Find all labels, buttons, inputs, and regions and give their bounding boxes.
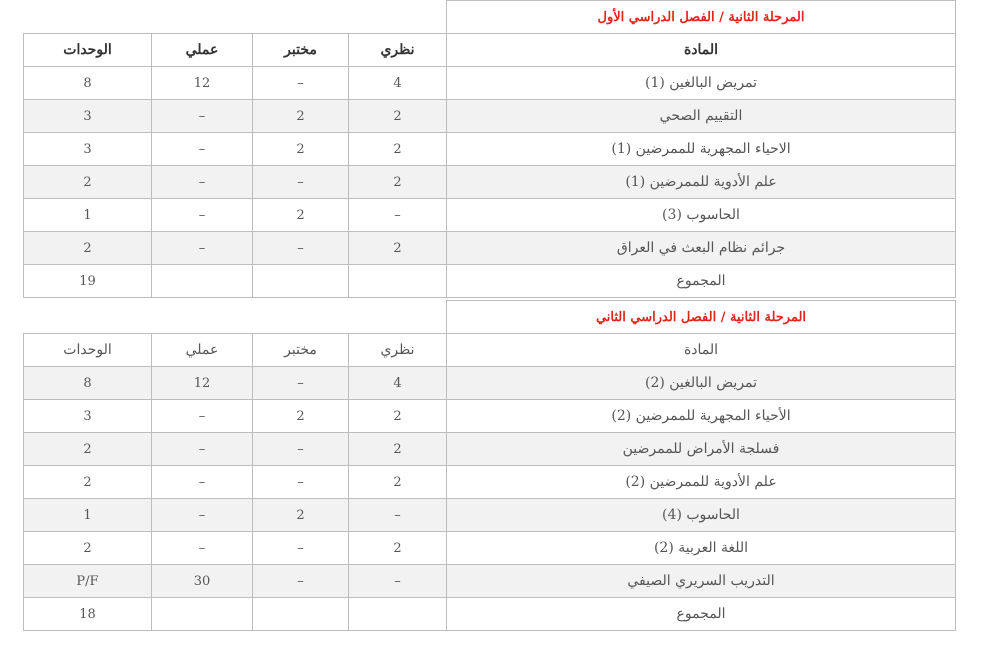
- semester-2-title: المرحلة الثانية / الفصل الدراسي الثاني: [447, 301, 956, 334]
- lab-cell: –: [253, 433, 349, 466]
- table-row: [24, 67, 956, 100]
- practical-cell: –: [152, 199, 253, 232]
- units-cell: 1: [24, 499, 152, 532]
- subject-cell: تمريض البالغين (2): [447, 367, 956, 400]
- units-cell: 2: [24, 166, 152, 199]
- units-cell: P/F: [24, 565, 152, 598]
- practical-cell: 30: [152, 565, 253, 598]
- practical-cell: –: [152, 466, 253, 499]
- theory-cell: 2: [349, 133, 447, 166]
- practical-cell: –: [152, 100, 253, 133]
- lab-cell: 2: [253, 499, 349, 532]
- table-row: [24, 400, 956, 433]
- theory-cell: 2: [349, 232, 447, 265]
- lab-cell: –: [253, 166, 349, 199]
- subject-cell: الأحياء المجهرية للممرضين (2): [447, 400, 956, 433]
- table-row: [24, 499, 956, 532]
- lab-cell: –: [253, 67, 349, 100]
- table-row: [24, 166, 956, 199]
- theory-cell: 2: [349, 466, 447, 499]
- theory-cell: 4: [349, 67, 447, 100]
- subject-cell: التقييم الصحي: [447, 100, 956, 133]
- table-row: [24, 532, 956, 565]
- empty-cell: [253, 265, 349, 298]
- units-cell: 3: [24, 400, 152, 433]
- header-theory: نظري: [349, 34, 447, 67]
- semester-2-header-row: [24, 334, 956, 367]
- table-row: [24, 565, 956, 598]
- practical-cell: –: [152, 433, 253, 466]
- subject-cell: علم الأدوية للممرضين (1): [447, 166, 956, 199]
- theory-cell: –: [349, 199, 447, 232]
- lab-cell: 2: [253, 400, 349, 433]
- units-cell: 2: [24, 232, 152, 265]
- header-subject: المادة: [447, 334, 956, 367]
- title-spacer: [24, 301, 447, 334]
- subject-cell: فسلجة الأمراض للممرضين: [447, 433, 956, 466]
- lab-cell: –: [253, 466, 349, 499]
- table-row: [24, 133, 956, 166]
- table-row: [24, 466, 956, 499]
- semester-1-title: المرحلة الثانية / الفصل الدراسي الأول: [447, 1, 956, 34]
- total-row: [24, 598, 956, 631]
- lab-cell: –: [253, 565, 349, 598]
- table-row: [24, 367, 956, 400]
- total-label: المجموع: [447, 265, 956, 298]
- header-practical: عملي: [152, 34, 253, 67]
- theory-cell: –: [349, 565, 447, 598]
- lab-cell: 2: [253, 100, 349, 133]
- semester-1-table: [23, 0, 956, 298]
- total-units: 19: [24, 265, 152, 298]
- table-row: [24, 232, 956, 265]
- lab-cell: –: [253, 367, 349, 400]
- table-row: [24, 100, 956, 133]
- header-theory: نظري: [349, 334, 447, 367]
- practical-cell: –: [152, 499, 253, 532]
- theory-cell: 2: [349, 400, 447, 433]
- header-units: الوحدات: [24, 34, 152, 67]
- units-cell: 1: [24, 199, 152, 232]
- theory-cell: 2: [349, 532, 447, 565]
- lab-cell: –: [253, 532, 349, 565]
- practical-cell: –: [152, 166, 253, 199]
- empty-cell: [349, 265, 447, 298]
- subject-cell: علم الأدوية للممرضين (2): [447, 466, 956, 499]
- empty-cell: [253, 598, 349, 631]
- title-spacer: [24, 1, 447, 34]
- table-row: [24, 199, 956, 232]
- practical-cell: –: [152, 133, 253, 166]
- empty-cell: [349, 598, 447, 631]
- lab-cell: 2: [253, 199, 349, 232]
- empty-cell: [152, 598, 253, 631]
- subject-cell: الحاسوب (4): [447, 499, 956, 532]
- theory-cell: 2: [349, 433, 447, 466]
- header-practical: عملي: [152, 334, 253, 367]
- theory-cell: –: [349, 499, 447, 532]
- total-units: 18: [24, 598, 152, 631]
- theory-cell: 2: [349, 100, 447, 133]
- header-subject: المادة: [447, 34, 956, 67]
- header-units: الوحدات: [24, 334, 152, 367]
- units-cell: 3: [24, 100, 152, 133]
- semester-2-table: [23, 300, 956, 631]
- lab-cell: 2: [253, 133, 349, 166]
- theory-cell: 2: [349, 166, 447, 199]
- subject-cell: التدريب السريري الصيفي: [447, 565, 956, 598]
- semester-1-header-row: [24, 34, 956, 67]
- units-cell: 8: [24, 67, 152, 100]
- total-row: [24, 265, 956, 298]
- subject-cell: تمريض البالغين (1): [447, 67, 956, 100]
- practical-cell: 12: [152, 67, 253, 100]
- subject-cell: جرائم نظام البعث في العراق: [447, 232, 956, 265]
- practical-cell: –: [152, 400, 253, 433]
- total-label: المجموع: [447, 598, 956, 631]
- subject-cell: الحاسوب (3): [447, 199, 956, 232]
- practical-cell: –: [152, 532, 253, 565]
- semester-1-title-row: [24, 1, 956, 34]
- units-cell: 8: [24, 367, 152, 400]
- units-cell: 2: [24, 433, 152, 466]
- units-cell: 3: [24, 133, 152, 166]
- practical-cell: –: [152, 232, 253, 265]
- header-lab: مختبر: [253, 34, 349, 67]
- semester-2-title-row: [24, 301, 956, 334]
- theory-cell: 4: [349, 367, 447, 400]
- lab-cell: –: [253, 232, 349, 265]
- subject-cell: اللغة العربية (2): [447, 532, 956, 565]
- subject-cell: الاحياء المجهرية للممرضين (1): [447, 133, 956, 166]
- practical-cell: 12: [152, 367, 253, 400]
- table-row: [24, 433, 956, 466]
- units-cell: 2: [24, 466, 152, 499]
- header-lab: مختبر: [253, 334, 349, 367]
- empty-cell: [152, 265, 253, 298]
- units-cell: 2: [24, 532, 152, 565]
